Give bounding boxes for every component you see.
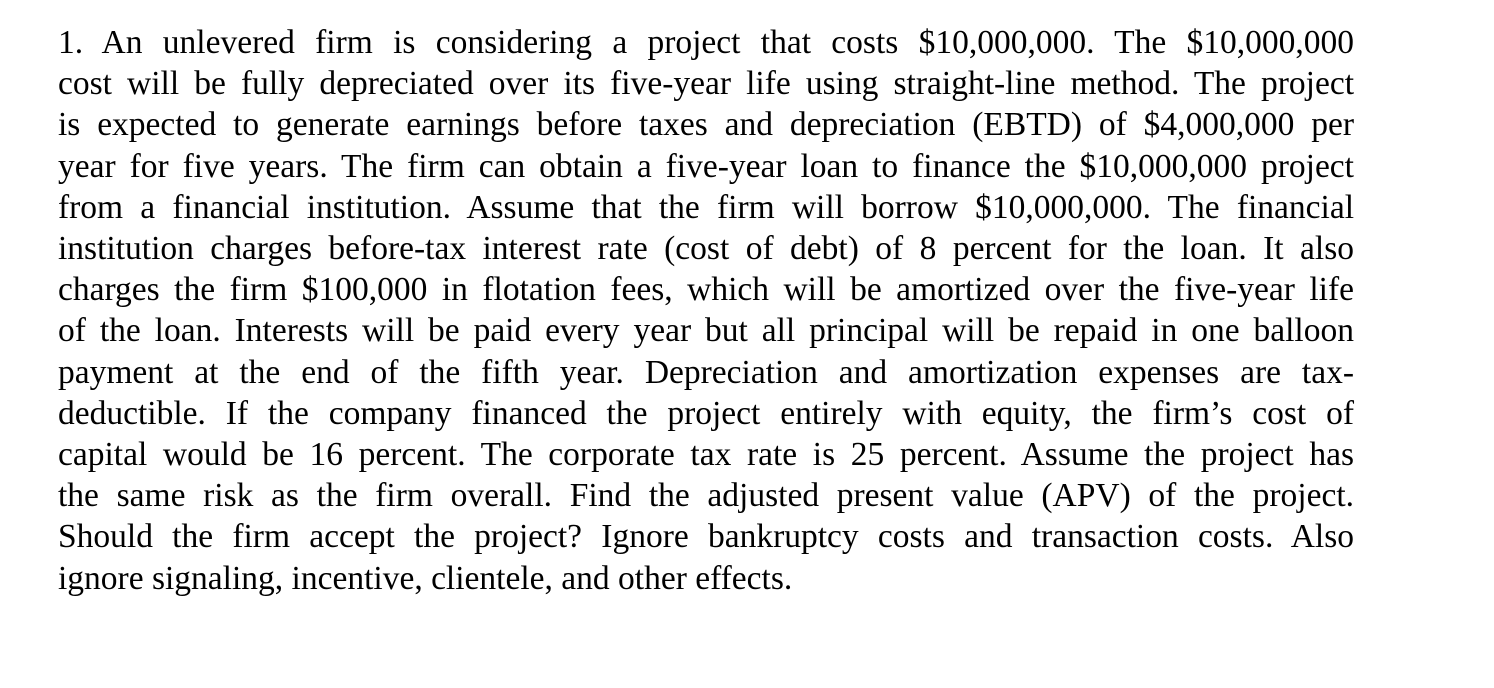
- problem-line-5: from a financial institution. Assume that the firm will borrow $10,000,000. The financial: [58, 188, 1354, 226]
- problem-line-2: cost will be fully depreciated over its five-year life using straight-line method. The project: [58, 65, 1354, 103]
- problem-line-1: 1. An unlevered firm is considering a project that costs $10,000,000. The $10,000,000: [58, 24, 1354, 61]
- problem-line-11: capital would be 16 percent. The corporate tax rate is 25 percent. Assume the project has: [58, 436, 1354, 474]
- problem-line-12: the same risk as the firm overall. Find the adjusted present value (APV) of the project.: [58, 477, 1354, 515]
- problem-line-14: ignore signaling, incentive, clientele, and other effects.: [58, 559, 793, 597]
- document-page: [58, 22, 1354, 599]
- problem-statement: [58, 22, 1354, 599]
- problem-line-9: payment at the end of the fifth year. Depreciation and amortization expenses are tax-: [58, 353, 1354, 391]
- problem-line-6: institution charges before-tax interest rate (cost of debt) of 8 percent for the loan. It also: [58, 230, 1354, 268]
- problem-line-13: Should the firm accept the project? Ignore bankruptcy costs and transaction costs. Also: [58, 518, 1354, 556]
- problem-line-8: of the loan. Interests will be paid every year but all principal will be repaid in one balloon: [58, 312, 1354, 350]
- problem-line-10: deductible. If the company financed the project entirely with equity, the firm’s cost of: [58, 394, 1354, 432]
- problem-line-4: year for five years. The firm can obtain a five-year loan to finance the $10,000,000 project: [58, 147, 1354, 185]
- problem-line-3: is expected to generate earnings before taxes and depreciation (EBTD) of $4,000,000 per: [58, 106, 1354, 144]
- problem-line-7: charges the firm $100,000 in flotation fees, which will be amortized over the five-year life: [58, 271, 1354, 309]
